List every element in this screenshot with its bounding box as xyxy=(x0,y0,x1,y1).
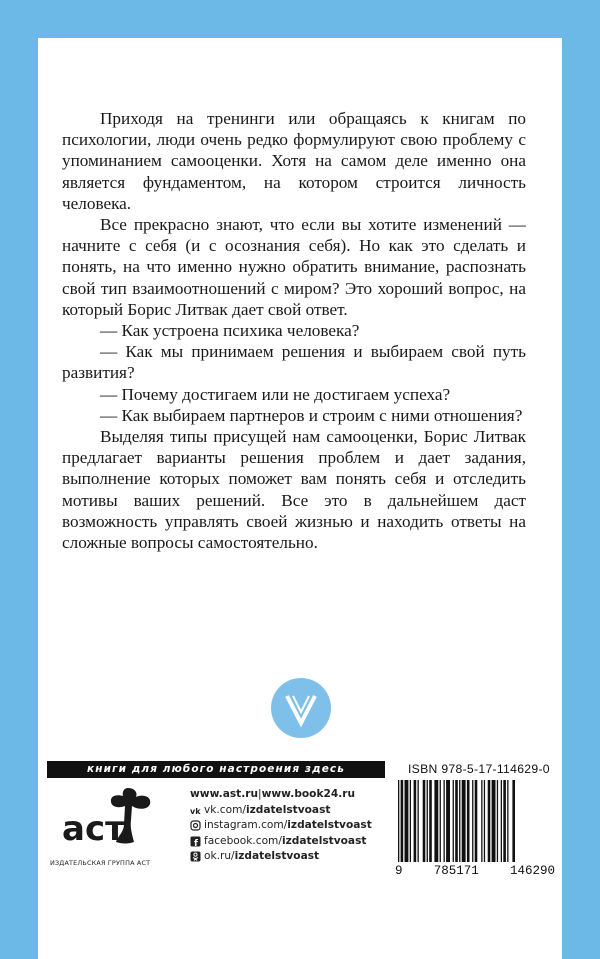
instagram-handle: izdatelstvoast xyxy=(287,819,372,831)
paragraph-3: Выделяя типы присущей нам самооценки, Борис Литвак предлагает варианты решения проблем и дает задания, выполнение которых поможет вам понять себя и отследить мотивы ваших решений. Все это в дальнейшем даст возможность управлять своей жизнью и находить ответы на сложные вопросы самостоятельно. xyxy=(62,427,526,553)
barcode-bar xyxy=(455,780,458,862)
facebook-icon xyxy=(190,836,201,847)
odnoklassniki-icon xyxy=(190,851,201,862)
barcode-bar xyxy=(488,780,491,862)
vk-prefix: vk.com/ xyxy=(204,803,246,816)
vk-link[interactable] xyxy=(190,803,372,819)
barcode-bar xyxy=(405,780,409,862)
ok-prefix: ok.ru/ xyxy=(204,850,235,862)
publisher-caption: ИЗДАТЕЛЬСКАЯ ГРУППА АСТ xyxy=(50,859,151,867)
barcode-bar xyxy=(418,780,419,862)
barcode-bar xyxy=(453,780,454,862)
paragraph-1: Приходя на тренинги или обращаясь к книгам по психологии, люди очень редко формулируют свою проблему с упоминанием самооценки. Хотя на самом деле именно она является фундаментом, на котором строится личность человека. xyxy=(62,109,526,213)
ok-handle: izdatelstvoast xyxy=(234,850,320,862)
barcode-bar xyxy=(401,780,404,862)
imprint-logo-icon xyxy=(271,678,331,738)
barcode-bar xyxy=(427,780,428,862)
tagline-banner: книги для любого настроения здесь xyxy=(47,761,385,778)
instagram-link[interactable] xyxy=(190,818,372,834)
barcode-bar xyxy=(484,780,485,862)
question-2: — Как мы принимаем решения и выбираем свой путь развития? xyxy=(62,342,526,383)
svg-text:vk: vk xyxy=(190,806,201,816)
site-book24-link[interactable]: www.book24.ru xyxy=(261,788,356,800)
vk-handle: izdatelstvoast xyxy=(245,803,331,816)
barcode-bar xyxy=(481,780,482,862)
barcode-bar xyxy=(512,780,515,862)
barcode-bar xyxy=(501,780,502,862)
barcode-bar xyxy=(414,780,417,862)
barcode-bar xyxy=(497,780,498,862)
barcode-bar xyxy=(434,780,438,862)
facebook-handle: izdatelstvoast xyxy=(281,834,367,847)
instagram-prefix: instagram.com/ xyxy=(204,819,288,831)
ast-logo-text: аст xyxy=(62,809,125,849)
barcode-bar xyxy=(472,780,473,862)
social-links xyxy=(190,787,372,865)
barcode-bar xyxy=(440,780,441,862)
links-separator: | xyxy=(258,788,262,800)
barcode-digits xyxy=(395,864,555,878)
barcode-bar xyxy=(475,780,478,862)
barcode-bar xyxy=(444,780,445,862)
site-ast-link[interactable]: www.ast.ru xyxy=(190,788,259,800)
barcode-bar xyxy=(423,780,426,862)
facebook-link[interactable] xyxy=(190,834,372,850)
barcode-digit-first: 9 xyxy=(395,864,403,878)
barcode-bar xyxy=(459,780,460,862)
barcode-digits-left: 785171 xyxy=(433,864,479,878)
barcode-digits-right: 146290 xyxy=(509,864,555,878)
paragraph-2: Все прекрасно знают, что если вы хотите изменений — начните с себя (и с осознания себя). Но как это сделать и понять, на что именно нужно обратить внимание, распознать свой тип взаимоотношений с миром? Это хороший вопрос, на который Борис Литвак дает свой ответ. xyxy=(62,215,526,319)
barcode-bar xyxy=(492,780,496,862)
barcode-bar xyxy=(507,780,508,862)
website-links xyxy=(190,787,372,803)
barcode-bar xyxy=(398,780,399,862)
annotation-text xyxy=(62,108,526,553)
instagram-icon xyxy=(190,820,201,831)
barcode-bar xyxy=(467,780,470,862)
barcode xyxy=(398,780,550,862)
barcode-bar xyxy=(462,780,466,862)
svg-text:f: f xyxy=(194,838,198,847)
ast-publisher-logo xyxy=(58,784,168,854)
vk-icon xyxy=(190,805,201,816)
question-1: — Как устроена психика человека? xyxy=(100,321,360,341)
isbn-number: ISBN 978-5-17-114629-0 xyxy=(408,762,550,776)
barcode-bar xyxy=(410,780,411,862)
question-4: — Как выбираем партнеров и строим с ними отношения? xyxy=(100,405,523,425)
question-3: — Почему достигаем или не достигаем успеха? xyxy=(100,384,451,404)
ok-link[interactable] xyxy=(190,849,372,865)
barcode-bar xyxy=(503,780,506,862)
facebook-prefix: facebook.com/ xyxy=(204,834,282,847)
barcode-bar xyxy=(429,780,432,862)
barcode-bar xyxy=(446,780,450,862)
